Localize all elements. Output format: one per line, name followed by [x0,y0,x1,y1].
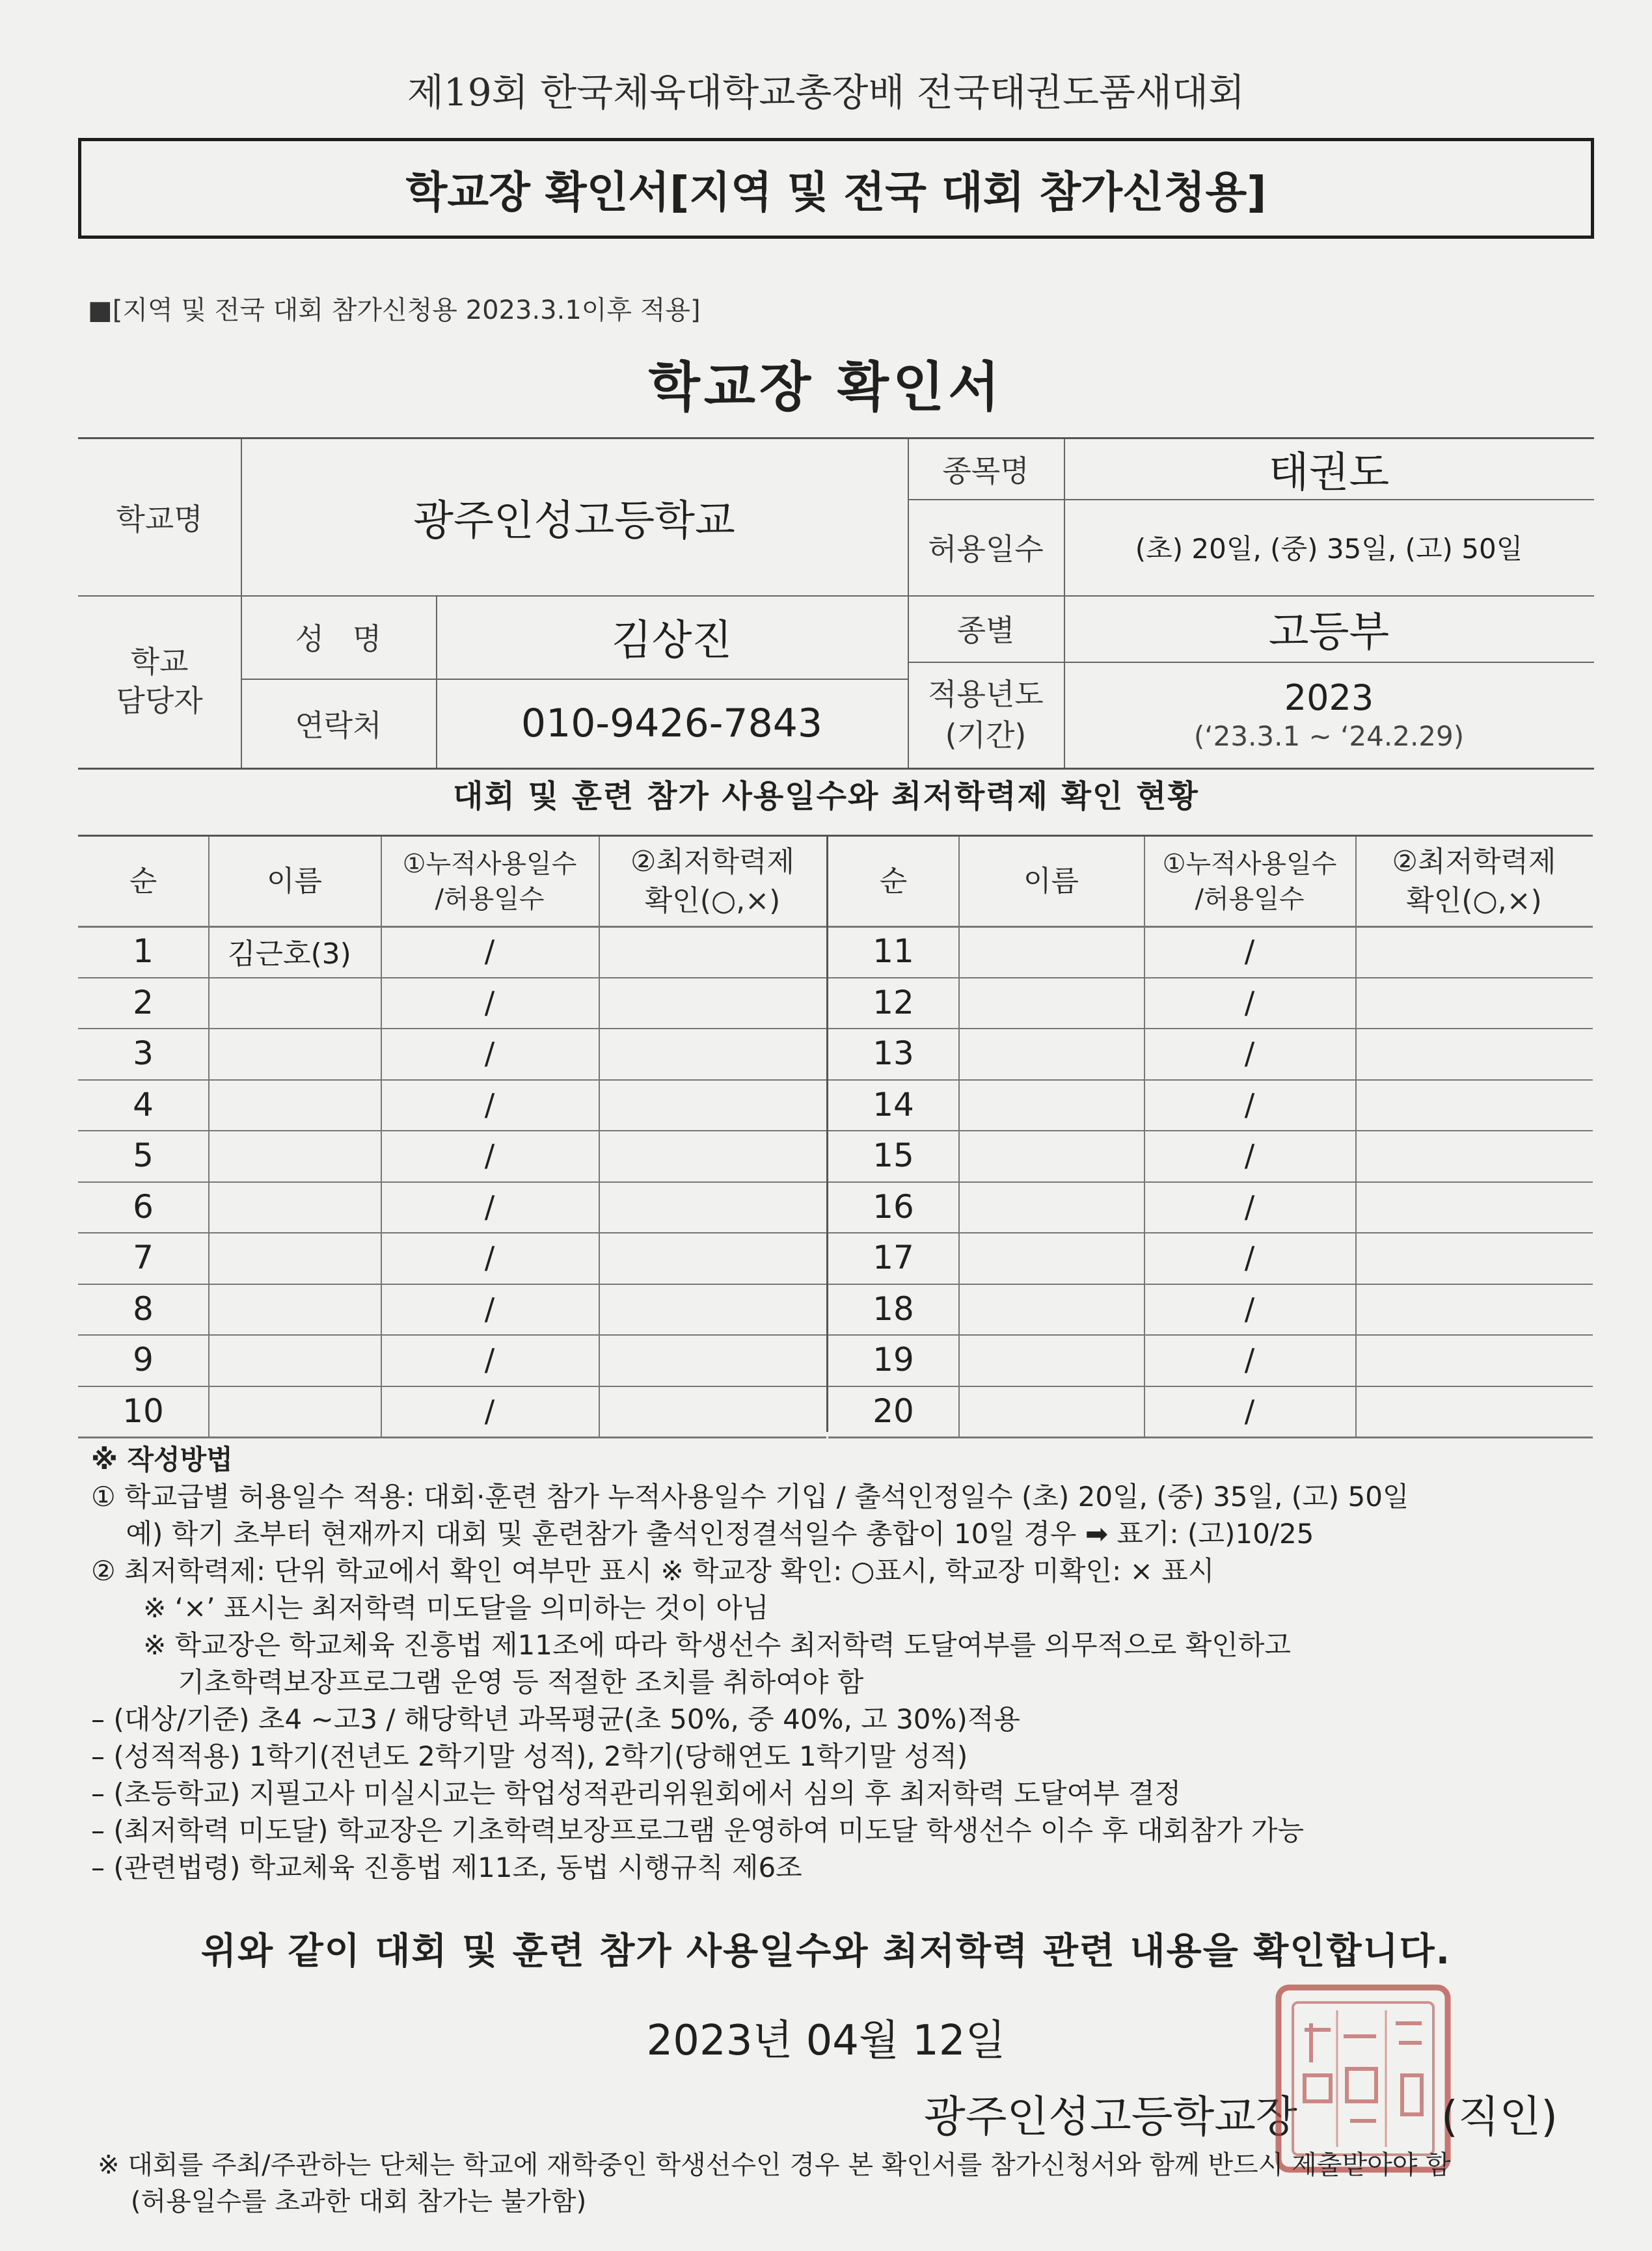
manager-label [78,595,241,768]
row-min-check [599,926,826,977]
instruction-line: – (관련법령) 학교체육 진흥법 제11조, 동법 시행규칙 제6조 [91,1852,802,1883]
confirmation-statement: 위와 같이 대회 및 훈련 참가 사용일수와 최저학력 관련 내용을 확인합니다. [200,1930,1452,1973]
row-min-check [599,1181,826,1233]
column-header-name: 이름 [266,864,322,898]
row-days: / [484,1393,495,1429]
row-min-check [1355,926,1593,977]
table-row [828,1079,1593,1131]
row-name [958,1232,1144,1284]
division-value: 고등부 [1268,608,1390,656]
row-days: / [1244,1393,1255,1429]
row-number: 4 [133,1085,154,1124]
row-name [958,1334,1144,1386]
table-row [828,1232,1593,1284]
row-name [208,1181,381,1233]
applicable-year-label [908,662,1064,768]
table-rule [958,837,960,1436]
row-days: / [484,1240,495,1276]
row-min-check [599,1232,826,1284]
row-number: 10 [122,1392,164,1430]
row-days: / [1244,1240,1255,1276]
table-row [828,1181,1593,1233]
row-days: / [1244,984,1255,1020]
row-name [958,1181,1144,1233]
table-row [78,1130,826,1181]
row-number: 13 [873,1034,914,1073]
year-label-line1: 적용년도 [928,677,1044,712]
footnote-line: ※ 대회를 주최/주관하는 단체는 학교에 재학중인 학생선수인 경우 본 확인서를 참가신청서와 함께 반드시 제출받아야 함 [98,2150,1451,2180]
instruction-line: ② 최저학력제: 단위 학교에서 확인 여부만 표시 ※ 학교장 확인: ○표시, 학교장 미확인: × 표시 [91,1555,1215,1587]
row-min-check [1355,1334,1593,1386]
row-min-check [1355,1130,1593,1181]
row-days: / [484,1342,495,1378]
contact-value: 010-9426-7843 [521,700,823,746]
row-days: / [1244,1036,1255,1072]
table-row [78,1334,826,1386]
form-title: 학교장 확인서 [648,357,1004,418]
table-row [78,1232,826,1284]
table-row [78,1284,826,1335]
instruction-line: – (대상/기준) 초4 ~고3 / 해당학년 과목평균(초 50%, 중 40%, 고 30%)적용 [91,1703,1020,1735]
table-rule [599,837,600,1436]
row-name [958,1130,1144,1181]
instruction-line: ※ ‘×’ 표시는 최저학력 미도달을 의미하는 것이 아님 [91,1592,769,1624]
row-min-check [1355,977,1593,1029]
row-days: / [1244,1189,1255,1224]
table-row [78,1079,826,1131]
row-min-check [599,1386,826,1437]
row-min-check [1355,1284,1593,1335]
table-row [78,1386,826,1437]
table-row [828,1334,1593,1386]
footnote [98,2147,1614,2220]
applicability-note: ■[지역 및 전국 대회 참가신청용 2023.3.1이후 적용] [88,295,701,325]
instruction-line: ① 학교급별 허용일수 적용: 대회·훈련 참가 누적사용일수 기입 / 출석인정일수 (초) 20일, (중) 35일, (고) 50일 [91,1481,1409,1513]
column-header-min-line1: ②최저학력제 [630,845,794,879]
roster-table-right [826,835,1593,1432]
column-header-days-line1: ①누적사용일수 [402,848,577,879]
column-header-min [599,837,826,926]
row-days: / [484,1291,495,1327]
event-title: 제19회 한국체육대학교총장배 전국태권도품새대회 [407,70,1245,115]
instruction-line: – (최저학력 미도달) 학교장은 기초학력보장프로그램 운영하여 미도달 학생선수 이수 후 대회참가 가능 [91,1814,1305,1846]
row-min-check [1355,1028,1593,1079]
row-number: 19 [873,1341,914,1379]
column-header-name: 이름 [1023,864,1079,898]
row-name [958,1386,1144,1437]
row-number: 16 [873,1187,914,1226]
row-min-check [1355,1232,1593,1284]
row-days: / [484,1086,495,1122]
seal-label: (직인) [1441,2092,1558,2142]
table-row [828,1284,1593,1335]
row-days: / [1244,1086,1255,1122]
row-number: 2 [133,983,154,1021]
row-name [208,1232,381,1284]
row-min-check [599,1284,826,1335]
row-number: 7 [133,1239,154,1277]
row-number: 17 [873,1239,914,1277]
section-title: 대회 및 훈련 참가 사용일수와 최저학력제 확인 현황 [453,778,1199,815]
issue-date: 2023년 04월 12일 [646,2017,1006,2065]
row-min-check [599,1130,826,1181]
row-name [208,1130,381,1181]
row-name [208,1284,381,1335]
row-name [958,926,1144,977]
allowed-days-label: 허용일수 [928,532,1044,567]
year-label-line2: (기간) [945,717,1027,753]
footnote-line: (허용일수를 초과한 대회 참가는 불가함) [98,2187,587,2217]
table-rule [1355,837,1357,1436]
row-min-check [1355,1079,1593,1131]
table-row [828,1130,1593,1181]
table-row [828,977,1593,1029]
table-row [78,926,826,977]
manager-name-value: 김상진 [611,617,733,665]
table-rule [1144,837,1145,1436]
sport-value: 태권도 [1268,449,1390,497]
table-row [78,1181,826,1233]
row-days: / [484,934,495,969]
row-name [208,1079,381,1131]
row-days: / [484,1036,495,1072]
contact-label: 연락처 [295,707,382,743]
table-row [828,1386,1593,1437]
row-number: 18 [873,1289,914,1328]
row-number: 3 [133,1034,154,1073]
row-name [958,977,1144,1029]
table-row [828,1028,1593,1079]
row-days: / [484,1138,495,1174]
manager-name-label: 성 명 [295,621,382,656]
sport-label: 종목명 [942,453,1029,489]
row-min-check [599,1079,826,1131]
row-name [958,1079,1144,1131]
row-days: / [1244,1138,1255,1174]
row-name [958,1284,1144,1335]
row-number: 1 [133,932,154,971]
column-header-days [381,837,599,926]
allowed-days-value: (초) 20일, (중) 35일, (고) 50일 [1135,533,1523,565]
row-min-check [1355,1181,1593,1233]
table-row [78,1028,826,1079]
document-title-box: 학교장 확인서[지역 및 전국 대회 참가신청용] [78,138,1594,239]
column-header-days-line2: /허용일수 [1195,883,1305,914]
row-number: 15 [873,1137,914,1175]
table-rule [208,837,210,1436]
table-rule [828,1436,1593,1438]
column-header-min-line2: 확인(○,×) [1406,883,1542,917]
manager-label-line1: 학교 [130,643,189,679]
instruction-line: – (초등학교) 지필고사 미실시교는 학업성적관리위원회에서 심의 후 최저학력 도달여부 결정 [91,1777,1182,1809]
column-header-min-line1: ②최저학력제 [1392,845,1556,879]
row-days: / [1244,1342,1255,1378]
table-row [78,977,826,1029]
column-header-no: 순 [129,864,157,898]
row-days: / [484,984,495,1020]
row-min-check [599,977,826,1029]
row-number: 5 [133,1137,154,1175]
row-number: 9 [133,1341,154,1379]
instruction-line: – (성적적용) 1학기(전년도 2학기말 성적), 2학기(당해연도 1학기말 성적) [91,1740,968,1772]
row-number: 14 [873,1085,914,1124]
row-days: / [484,1189,495,1224]
row-days: / [1244,1291,1255,1327]
instruction-line: 기초학력보장프로그램 운영 등 적절한 조치를 취하여야 함 [91,1666,864,1698]
row-number: 11 [873,932,914,971]
table-rule [78,1436,826,1438]
row-name [958,1028,1144,1079]
column-header-days [1144,837,1355,926]
column-header-days-line2: /허용일수 [435,883,545,914]
row-name [208,1334,381,1386]
row-min-check [599,1028,826,1079]
applicable-year-value [1064,662,1594,768]
instructions-heading: ※ 작성방법 [91,1444,233,1476]
year-value: 2023 [1284,677,1374,718]
table-row [828,926,1593,977]
instruction-line: 예) 학기 초부터 현재까지 대회 및 훈련참가 출석인정결석일수 총합이 10일 경우 ➡ 표기: (고)10/25 [91,1518,1314,1550]
division-label: 종별 [956,613,1015,648]
row-name: 김근호(3) [228,937,351,971]
row-min-check [1355,1386,1593,1437]
row-name [208,1028,381,1079]
column-header-no: 순 [879,864,908,898]
row-min-check [599,1334,826,1386]
year-period: (‘23.3.1 ~ ‘24.2.29) [1193,720,1465,752]
column-header-min [1355,837,1593,926]
school-info-table [78,437,1594,770]
row-name [208,977,381,1029]
principal-signature: 광주인성고등학교장 [924,2092,1297,2142]
school-name-label: 학교명 [116,502,203,537]
column-header-min-line2: 확인(○,×) [644,883,781,917]
column-header-days-line1: ①누적사용일수 [1162,848,1337,879]
instructions [91,1441,1607,1886]
table-rule [381,837,382,1436]
row-number: 6 [133,1187,154,1226]
row-days: / [1244,934,1255,969]
instruction-line: ※ 학교장은 학교체육 진흥법 제11조에 따라 학생선수 최저학력 도달여부를 의무적으로 확인하고 [91,1629,1291,1661]
roster-table-left [78,835,826,1432]
row-number: 20 [873,1392,914,1430]
manager-label-line2: 담당자 [116,682,203,718]
row-number: 8 [133,1289,154,1328]
row-name [208,1386,381,1437]
school-name-value: 광주인성고등학교 [413,497,735,545]
row-number: 12 [873,983,914,1021]
